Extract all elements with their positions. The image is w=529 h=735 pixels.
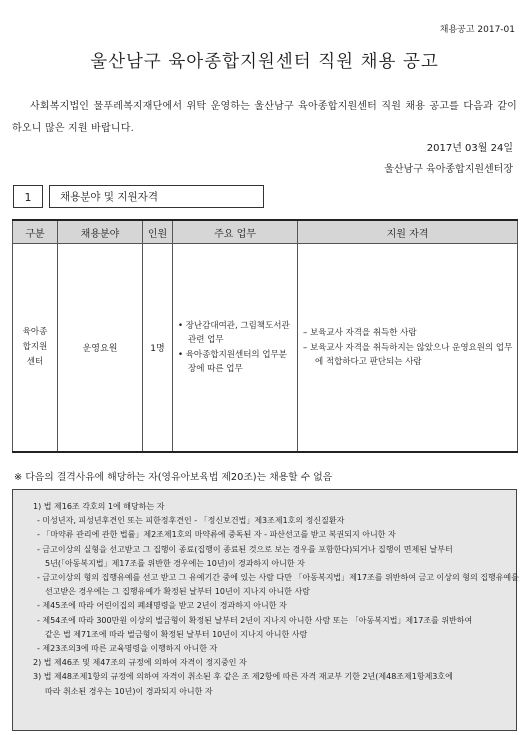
list-item: - 제23조의3에 따른 교육명령을 이행하지 아니한 자 bbox=[37, 644, 218, 654]
duty-text: 육아종합지원센터의 업무분장에 따른 업무 bbox=[185, 350, 287, 374]
disqualification-box bbox=[12, 489, 517, 731]
list-item: 5년(「아동복지법」제17조를 위반한 경우에는 10년)이 경과하지 아니한 자 bbox=[45, 558, 305, 568]
header-count: 인원 bbox=[143, 220, 173, 244]
cell-field: 운영요원 bbox=[58, 244, 143, 453]
qualifications-list bbox=[299, 326, 516, 369]
list-item: - 미성년자, 피성년후견인 또는 피한정후견인 - 「정신보건법」제3조제1호의 정신질환자 bbox=[37, 516, 345, 526]
page-title: 울산남구 육아종합지원센터 직원 채용 공고 bbox=[90, 52, 439, 72]
intro-paragraph: 사회복지법인 물푸레복지재단에서 위탁 운영하는 울산남구 육아종합지원센터 직원 채용 공고를 다음과 같이 하오니 많은 지원 바랍니다. bbox=[12, 101, 517, 134]
header-qualifications: 지원 자격 bbox=[298, 220, 518, 244]
organization-name: 울산남구 육아종합지원센터장 bbox=[384, 164, 513, 175]
list-item: - 금고이상의 실형을 선고받고 그 집행이 종료(집행이 종료된 것으로 보는 경우를 포함한다)되거나 집행이 면제된 날부터 bbox=[37, 544, 453, 554]
document-code: 채용공고 2017-01 bbox=[439, 25, 515, 35]
list-item: 3) 법 제48조제1항의 규정에 의하여 자격이 취소된 후 같은 조 제2항에 따른 자격 재교부 기한 2년(제48조제1항제3호에 bbox=[33, 672, 453, 682]
list-item: – 보육교사 자격을 취득한 사람 bbox=[303, 328, 417, 338]
duties-list bbox=[174, 319, 296, 376]
list-item: - 제45조에 따라 어린이집의 폐쇄명령을 받고 2년이 경과하지 아니한 자 bbox=[37, 601, 287, 611]
list-item: – 보육교사 자격을 취득하지는 않았으나 운영요원의 업무에 적합하다고 판단되는 사람 bbox=[303, 343, 513, 367]
category-text: 육아종합지원센터 bbox=[22, 327, 48, 367]
list-item: 선고받은 경우에는 그 집행유예가 확정된 날부터 10년이 지나지 아니한 사람 bbox=[45, 587, 310, 597]
list-item: - 제54조에 따라 300만원 이상의 벌금형이 확정된 날부터 2년이 지나지 아니한 사람 또는 「아동복지법」제17조를 위반하여 bbox=[37, 615, 473, 625]
qualification-text: 보육교사 자격을 취득한 사람 bbox=[309, 328, 417, 338]
table-header-row bbox=[13, 220, 518, 244]
header-field: 채용분야 bbox=[58, 220, 143, 244]
list-item: • 육아종합지원센터의 업무분장에 따른 업무 bbox=[178, 350, 287, 374]
list-item: 따라 취소된 경우는 10년)이 경과되지 아니한 자 bbox=[45, 686, 213, 696]
cell-count: 1명 bbox=[143, 244, 173, 453]
recruitment-table bbox=[12, 219, 518, 453]
header-category: 구분 bbox=[13, 220, 58, 244]
cell-category bbox=[13, 244, 58, 453]
table-row bbox=[13, 244, 518, 453]
list-item: • 장난감대여관, 그림책도서관 관련 업무 bbox=[178, 321, 290, 345]
duty-text: 장난감대여관, 그림책도서관 관련 업무 bbox=[185, 321, 290, 345]
section-title: 채용분야 및 지원자격 bbox=[49, 185, 264, 208]
list-item: 같은 법 제71조에 따라 벌금형이 확정된 날부터 10년이 지나지 아니한 사람 bbox=[45, 629, 308, 639]
section-number: 1 bbox=[13, 185, 43, 208]
qualification-text: 보육교사 자격을 취득하지는 않았으나 운영요원의 업무에 적합하다고 판단되는 사람 bbox=[309, 343, 513, 367]
list-item: - 금고이상의 형의 집행유예를 선고 받고 그 유예기간 중에 있는 사람 다만 「아동복지법」제17조를 위반하여 금고 이상의 형의 집행유예를 bbox=[37, 573, 519, 583]
disqualification-notice: ※ 다음의 결격사유에 해당하는 자(영유아보육법 제20조)는 채용할 수 없음 bbox=[14, 472, 333, 483]
cell-qualifications bbox=[298, 244, 518, 453]
list-item: - 「마약류 관리에 관한 법률」제2조제1호의 마약류에 중독된 자 - 파산선고를 받고 복권되지 아니한 자 bbox=[37, 530, 396, 540]
header-duties: 주요 업무 bbox=[173, 220, 298, 244]
list-item: 1) 법 제16조 각호의 1에 해당하는 자 bbox=[33, 502, 165, 511]
cell-duties bbox=[173, 244, 298, 453]
announcement-date: 2017년 03월 24일 bbox=[426, 143, 513, 154]
list-item: 2) 법 제46조 및 제47조의 규정에 의하여 자격이 정지중인 자 bbox=[33, 658, 247, 668]
